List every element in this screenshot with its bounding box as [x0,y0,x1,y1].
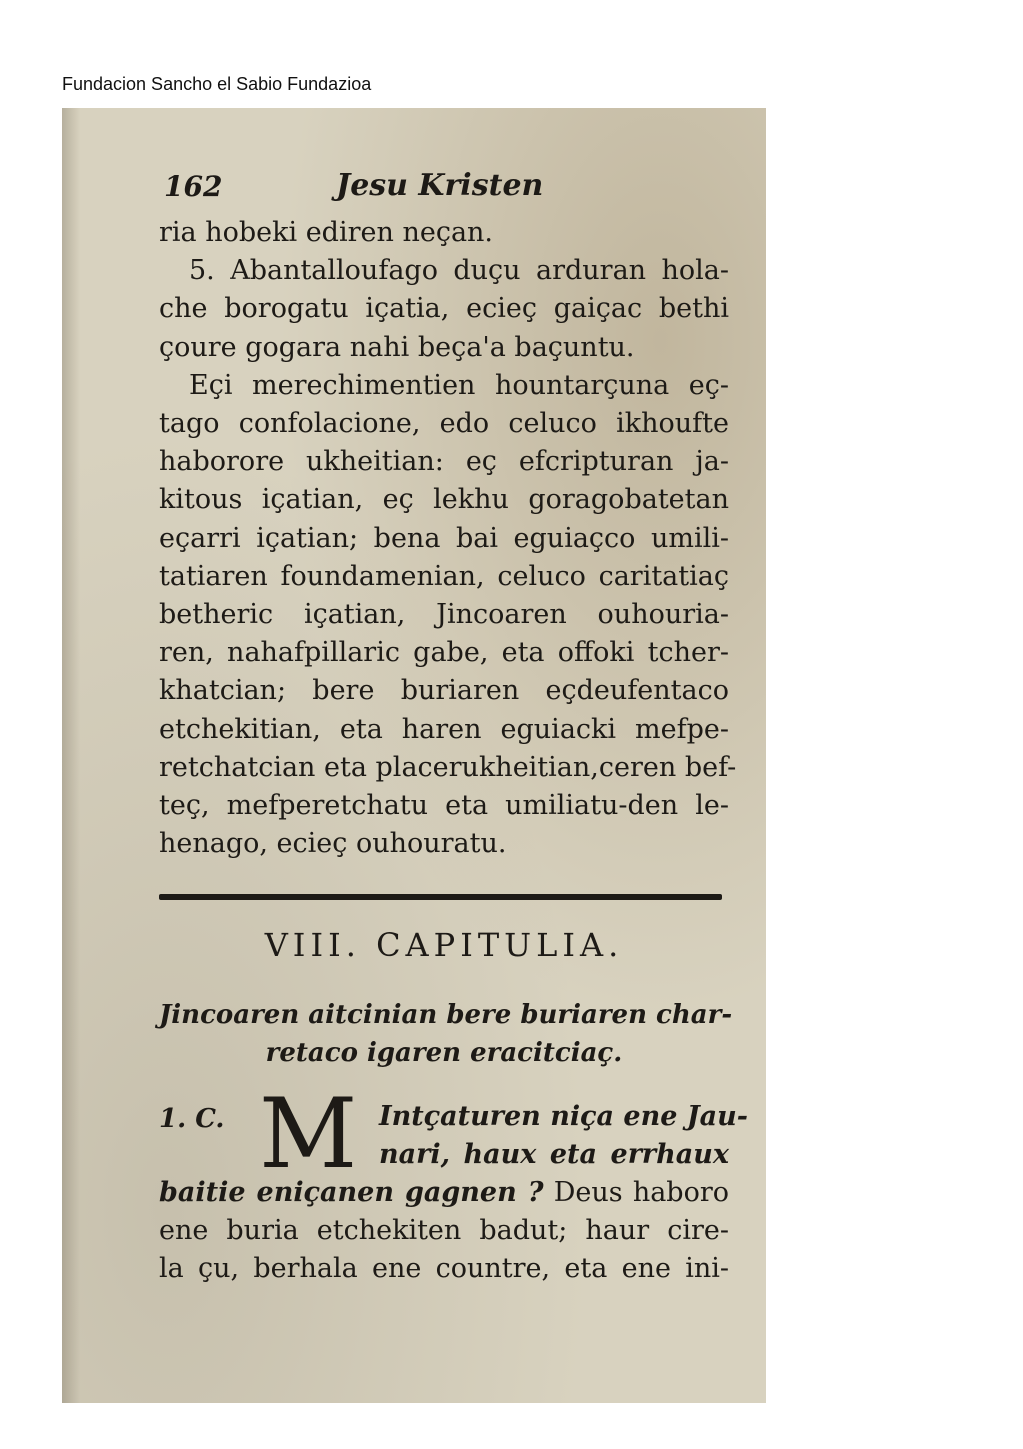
text-line: Intçaturen niça ene Jau- [379,1101,748,1132]
text-line: kitous içatian, eç lekhu goragobatetan [159,484,729,516]
roman-phrase: la çu, berhala ene countre, eta ene ini- [159,1253,729,1285]
roman-phrase: Deus haboro [543,1177,730,1208]
text-line: khatcian; bere buriaren eçdeufentaco [159,675,729,707]
page-number: 162 [164,170,223,203]
text-line [159,1212,729,1250]
text-line: betheric içatian, Jincoaren ouhouria- [159,599,729,631]
summary-line: retaco igaren eracitciaç. [265,1038,623,1068]
chapter-title: VIII. CAPITULIA. [264,926,624,964]
roman-phrase: ene buria etchekiten badut; haur cire- [159,1215,729,1247]
verse-continuation [159,1174,729,1289]
text-line: haborore ukheitian: eç efcripturan ja- [159,446,729,478]
verse-opening [379,1098,748,1174]
drop-cap: M [259,1078,358,1190]
italic-phrase: baitie eniçanen gagnen ? [159,1177,544,1208]
text-line: Eçi merechimentien hountarçuna eç- [189,369,729,401]
running-head: Jesu Kristen [336,168,544,203]
text-line: che borogatu içatia, ecieç gaiçac bethi [159,293,729,325]
body-text [159,214,737,863]
text-line [159,1250,729,1288]
text-line: henago, ecieç ouhouratu. [159,828,507,860]
text-line: nari, haux eta errhaux [379,1139,729,1171]
text-line: eçarri içatian; bena bai eguiaçco umili- [159,522,729,554]
text-line [159,1174,729,1212]
text-line: çoure gogara nahi beça'a baçuntu. [159,331,635,363]
book-page-scan [62,108,766,1403]
text-line: retchatcian eta placerukheitian,ceren bef- [159,751,737,783]
text-line: ren, nahafpillaric gabe, eta offoki tcher- [159,637,729,669]
text-line: ria hobeki ediren neçan. [159,217,494,248]
page-header [164,168,624,208]
chapter-summary [159,996,733,1072]
summary-line: Jincoaren aitcinian bere buriaren char- [159,1000,733,1030]
text-line: tago confolacione, edo celuco ikhoufte [159,408,729,440]
text-line: etchekitian, eta haren eguiacki mefpe- [159,713,729,745]
text-line: 5. Abantalloufago duçu arduran hola- [189,255,729,287]
source-header: Fundacion Sancho el Sabio Fundazioa [62,74,372,94]
section-divider [159,894,722,900]
verse-label: 1. C. [159,1104,225,1134]
text-line: teç, mefperetchatu eta umiliatu-den le- [159,790,729,822]
text-line: tatiaren foundamenian, celuco caritatiaç [159,560,729,592]
